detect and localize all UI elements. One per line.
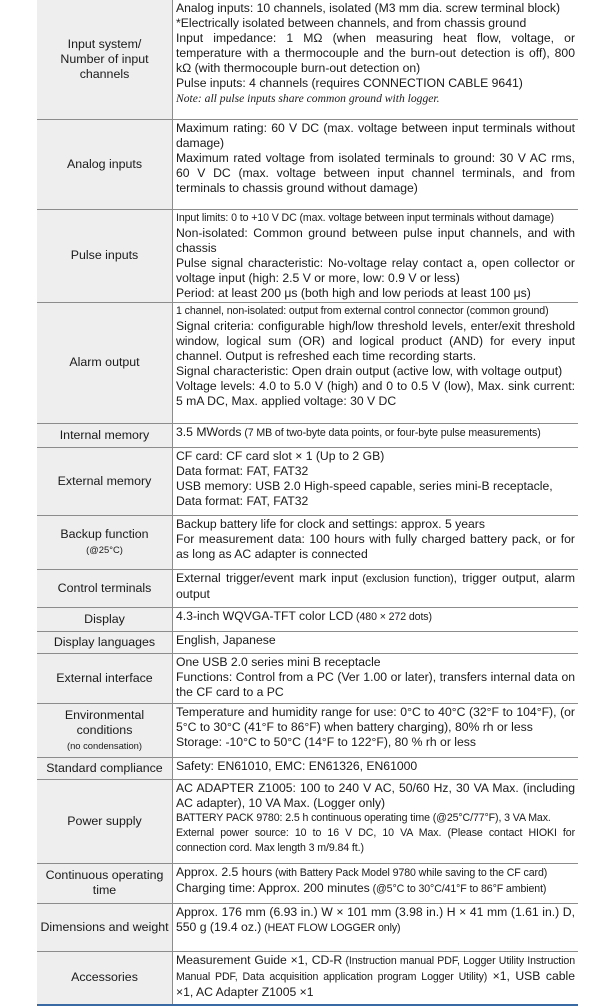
label-line: Standard compliance (46, 760, 163, 775)
spec-row-display-languages (37, 631, 578, 653)
spec-value (173, 631, 579, 653)
value-line: Maximum rating: 60 V DC (max. voltage between input terminals without damage) (176, 120, 575, 150)
value-text: 4.3-inch WQVGA-TFT color LCD (176, 608, 354, 623)
spec-label (37, 703, 173, 757)
spec-value (173, 447, 579, 515)
spec-value (173, 119, 579, 209)
value-line: Period: at least 200 μs (both high and low periods at least 100 μs) (176, 285, 531, 300)
spec-row-environmental-conditions (37, 703, 578, 757)
spec-row-alarm-output (37, 302, 578, 423)
value-note: (Instruction manual PDF, Logger Utility Instruction Manual PDF, Data acquisition application program Logger Utility) (176, 954, 575, 983)
label-line: time (92, 883, 117, 897)
spec-label (37, 119, 173, 209)
value-line: Temperature and humidity range for use: 0°C to 40°C (32°F to 104°F), (or 5°C to 30°C (41°F to 86°F) when battery charging), 80% rh or less (176, 704, 575, 734)
value-line: Non-isolated: Common ground between pulse input channels, and with chassis (176, 225, 575, 255)
value-line: Input impedance: 1 MΩ (when measuring heat flow, voltage, or temperature with a thermocouple and the burn-out detection is off), 800 kΩ (with thermocouple burn-out detection on) (176, 31, 575, 75)
value-line: CF card: CF card slot × 1 (Up to 2 GB) (176, 448, 385, 463)
spec-label (37, 569, 173, 607)
spec-label (37, 0, 173, 119)
label-note: (@25°C) (86, 544, 123, 555)
spec-row-standard-compliance (37, 757, 578, 779)
value-line: Data format: FAT, FAT32 (176, 463, 309, 478)
value-line: Pulse signal characteristic: No-voltage relay contact a, open collector or voltage input (high: 2.5 V or more, low: 0.9 V or less) (176, 255, 575, 285)
spec-value (173, 209, 579, 302)
value-line: USB memory: USB 2.0 High-speed capable, series mini-B receptacle, (176, 478, 553, 493)
specifications-table (37, 0, 578, 1006)
spec-row-continuous-operating-time (37, 863, 578, 903)
label-line: conditions (76, 722, 133, 737)
value-line: *Electrically isolated between channels, and from chassis ground (176, 16, 527, 30)
label-line: Dimensions and weight (40, 919, 169, 934)
label-line: Power supply (67, 813, 142, 828)
value-text: 3.5 MWords (176, 424, 242, 439)
spec-value (173, 607, 579, 631)
spec-value (173, 951, 579, 1005)
value-line: Signal criteria: configurable high/low threshold levels, enter/exit threshold window, logical sum (OR) and logical product (AND) for every input channel. Output is refreshed each time recording starts. (176, 318, 575, 363)
value-text: Approx. 2.5 hours (176, 864, 273, 879)
value-text: Safety: EN61010, EMC: EN61326, EN61000 (176, 758, 418, 773)
value-note: (7 MB of two-byte data points, or four-byte pulse measurements) (241, 426, 541, 439)
spec-label (37, 863, 173, 903)
value-line: Maximum rated voltage from isolated terminals to ground: 30 V AC rms, 60 V DC (max. voltage between input channel terminals, and from terminals to chassis ground without damage) (176, 150, 575, 195)
note-line: Note: all pulse inputs share common ground with logger. (176, 92, 440, 105)
label-line: External memory (57, 473, 152, 488)
value-text: English, Japanese (176, 632, 276, 647)
spec-row-analog-inputs (37, 119, 578, 209)
spec-row-backup-function (37, 515, 578, 569)
spec-row-external-interface (37, 653, 578, 703)
spec-value (173, 757, 579, 779)
value-line: AC ADAPTER Z1005: 100 to 240 V AC, 50/60 Hz, 30 VA Max. (including AC adapter), 10 VA Max. (Logger only) (176, 780, 575, 810)
label-line: Display (84, 611, 125, 626)
value-note: (with Battery Pack Model 9780 while saving to the CF card) (272, 866, 548, 879)
spec-row-control-terminals (37, 569, 578, 607)
label-line: External interface (56, 670, 153, 685)
value-text: Approx. 176 mm (6.93 in.) W × 101 mm (3.98 in.) H × 41 mm (1.61 in.) D, 550 g (19.4 oz.) (176, 904, 575, 934)
value-note: (exclusion function) (357, 572, 454, 585)
value-line: For measurement data: 100 hours with fully charged battery pack, or for as long as AC adapter is connected (176, 531, 575, 561)
value-line: Storage: -10°C to 50°C (14°F to 122°F), 80 % rh or less (176, 734, 476, 749)
value-text: External trigger/event mark input (176, 570, 358, 585)
label-line: Pulse inputs (70, 248, 139, 262)
value-line: One USB 2.0 series mini B receptacle (176, 654, 381, 669)
value-line: External power source: 10 to 16 V DC, 10 VA Max. (Please contact HIOKI for connection cord. Max length 3 m/9.84 ft.) (176, 826, 575, 854)
label-line: Input system/ (67, 36, 142, 51)
spec-label (37, 779, 173, 863)
value-note: (@5°C to 30°C/41°F to 86°F ambient) (369, 882, 547, 895)
spec-value (173, 653, 579, 703)
spec-label (37, 447, 173, 515)
spec-label (37, 607, 173, 631)
value-note: (480 × 272 dots) (353, 610, 432, 623)
spec-label (37, 757, 173, 779)
spec-value (173, 703, 579, 757)
spec-label (37, 209, 173, 302)
spec-value (173, 0, 579, 119)
spec-value (173, 569, 579, 607)
label-line: Environmental (64, 707, 145, 722)
spec-row-dimensions-and-weight (37, 903, 578, 951)
value-line: Pulse inputs: 4 channels (requires CONNECTION CABLE 9641) (176, 76, 523, 90)
value-note: (HEAT FLOW LOGGER only) (261, 921, 401, 934)
spec-label (37, 515, 173, 569)
label-line: Accessories (71, 970, 138, 985)
value-line (176, 881, 575, 897)
value-text: Charging time: Approx. 200 minutes (176, 880, 370, 895)
label-line: Analog inputs (66, 156, 143, 171)
value-line: Backup battery life for clock and settings: approx. 5 years (176, 516, 485, 531)
label-line: Display languages (53, 634, 156, 649)
value-line: Voltage levels: 4.0 to 5.0 V (high) and 0 to 0.5 V (low), Max. sink current: 5 mA DC, Max. applied voltage: 30 V DC (176, 378, 575, 408)
spec-row-input-system (37, 0, 578, 119)
spec-value (173, 863, 579, 903)
label-line: Alarm output (69, 355, 140, 369)
label-line: Number of input channels (60, 51, 149, 81)
value-line: Input limits: 0 to +10 V DC (max. voltage between input terminals without damage) (176, 211, 554, 224)
spec-row-display (37, 607, 578, 631)
spec-label (37, 631, 173, 653)
spec-value (173, 515, 579, 569)
spec-row-external-memory (37, 447, 578, 515)
label-line: Internal memory (59, 427, 150, 442)
value-line: 1 channel, non-isolated: output from external control connector (common ground) (176, 304, 549, 317)
value-text: , trigger output, alarm output (176, 570, 575, 601)
spec-label (37, 302, 173, 423)
spec-label (37, 951, 173, 1005)
value-line: Analog inputs: 10 channels, isolated (M3 mm dia. screw terminal block) (176, 1, 561, 15)
value-line (176, 865, 575, 881)
spec-row-internal-memory (37, 423, 578, 447)
spec-label (37, 653, 173, 703)
spec-value (173, 302, 579, 423)
spec-label (37, 423, 173, 447)
value-line: Signal characteristic: Open drain output (active low, with voltage output) (176, 363, 563, 378)
spec-row-pulse-inputs (37, 209, 578, 302)
spec-value (173, 779, 579, 863)
spec-row-accessories (37, 951, 578, 1005)
label-note: (no condensation) (66, 739, 143, 751)
label-line: Control terminals (57, 580, 152, 595)
value-line: Data format: FAT, FAT32 (176, 493, 309, 508)
value-text: Measurement Guide ×1, CD-R (176, 952, 343, 967)
value-line: Functions: Control from a PC (Ver 1.00 or later), transfers internal data on the CF card to a PC (176, 669, 575, 699)
spec-value (173, 903, 579, 951)
label-line: Backup function (60, 527, 149, 541)
label-line: Continuous operating (45, 868, 164, 882)
spec-label (37, 903, 173, 951)
value-text: ×1, USB cable ×1, AC Adapter Z1005 ×1 (176, 968, 575, 999)
spec-value (173, 423, 579, 447)
value-line: BATTERY PACK 9780: 2.5 h continuous operating time (@25°C/77°F), 3 VA Max. (176, 811, 551, 824)
spec-row-power-supply (37, 779, 578, 863)
